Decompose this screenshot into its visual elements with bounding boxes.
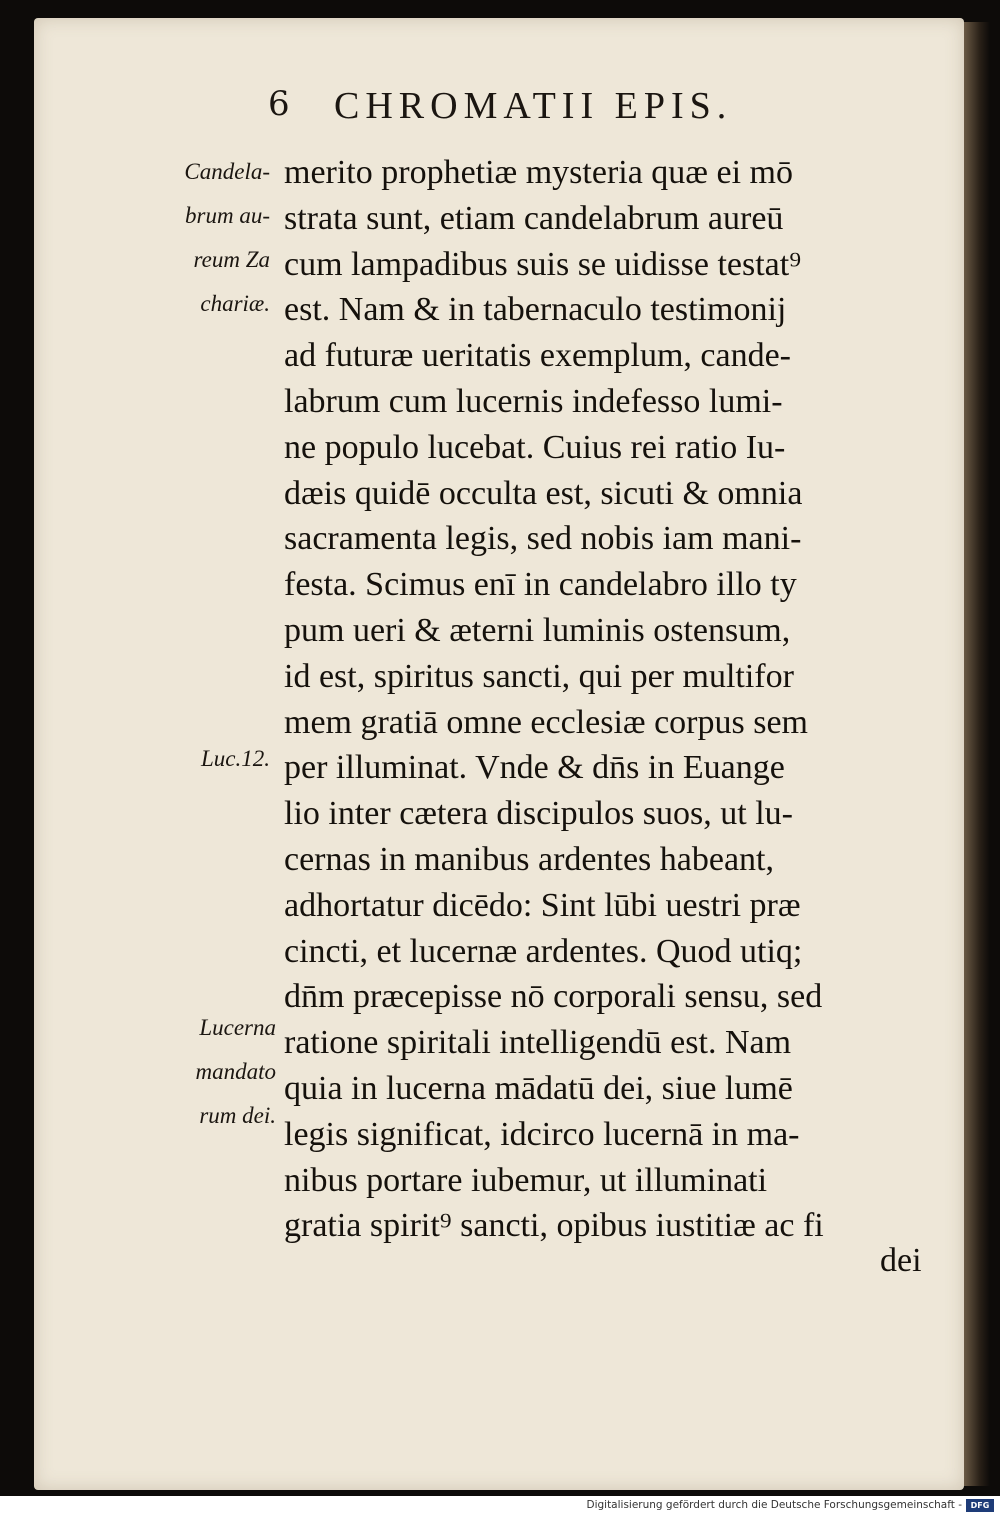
margin-note-line: reum Za [193, 247, 270, 272]
margin-note-line: mandato [195, 1059, 276, 1084]
text-line: cernas in manibus ardentes habeant, [284, 840, 774, 878]
running-title: CHROMATII EPIS. [334, 85, 733, 127]
text-line: cum lampadibus suis se uidisse testat⁹ [284, 245, 802, 283]
text-line: adhortatur dicēdo: Sint lūbi uestri præ [284, 886, 801, 924]
text-line: nibus portare iubemur, ut illuminati [284, 1161, 768, 1199]
text-line: festa. Scimus enī in candelabro illo ty [284, 566, 797, 604]
folio-number: 6 [268, 84, 290, 124]
text-line: per illuminat. Vnde & dn̄s in Euange [284, 749, 785, 787]
margin-note-line: rum dei. [199, 1103, 276, 1128]
dfg-logo-icon: DFG [966, 1499, 994, 1512]
text-line: ratione spiritali intelligendū est. Nam [284, 1024, 792, 1062]
funding-credit: Digitalisierung gefördert durch die Deutsche Forschungsgemeinschaft - [586, 1499, 962, 1511]
text-line: legis significat, idcirco lucernā in ma- [284, 1115, 800, 1153]
text-line: mem gratiā omne ecclesiæ corpus sem [284, 703, 808, 741]
margin-note-line: brum au- [185, 203, 270, 228]
page-edge [964, 22, 990, 1486]
margin-note-luc [140, 737, 270, 781]
text-line: gratia spirit⁹ sancti, opibus iustitiæ ac fi [284, 1207, 824, 1245]
margin-note-line: Luc.12. [201, 746, 270, 771]
margin-note-line: Lucerna [199, 1015, 276, 1040]
text-line: dæis quidē occulta est, sicuti & omnia [284, 474, 803, 512]
margin-note-lucerna [140, 1006, 276, 1138]
text-line: ad futuræ ueritatis exemplum, cande- [284, 337, 791, 375]
text-line: est. Nam & in tabernaculo testimonij [284, 291, 787, 329]
catchword: dei [880, 1242, 922, 1279]
text-line: pum ueri & æterni luminis ostensum, [284, 611, 791, 649]
margin-note-candelabrum [140, 150, 270, 326]
footer-bar [0, 1496, 1000, 1516]
text-line: id est, spiritus sancti, qui per multifor [284, 657, 794, 695]
text-line: sacramenta legis, sed nobis iam mani- [284, 520, 802, 558]
margin-note-line: Candela- [184, 159, 270, 184]
text-line: dn̄m præcepisse nō corporali sensu, sed [284, 978, 823, 1016]
page-header [0, 84, 1000, 134]
margin-note-line: chariæ. [200, 291, 270, 316]
text-line: merito prophetiæ mysteria quæ ei mō [284, 154, 793, 191]
text-line: cincti, et lucernæ ardentes. Quod utiq; [284, 932, 803, 970]
text-line: labrum cum lucernis indefesso lumi- [284, 382, 783, 420]
body-text [284, 150, 944, 1249]
text-line: strata sunt, etiam candelabrum aureū [284, 199, 784, 237]
text-line: ne populo lucebat. Cuius rei ratio Iu- [284, 428, 786, 466]
text-line: quia in lucerna mādatū dei, siue lumē [284, 1069, 793, 1107]
text-line: lio inter cætera discipulos suos, ut lu- [284, 795, 793, 833]
